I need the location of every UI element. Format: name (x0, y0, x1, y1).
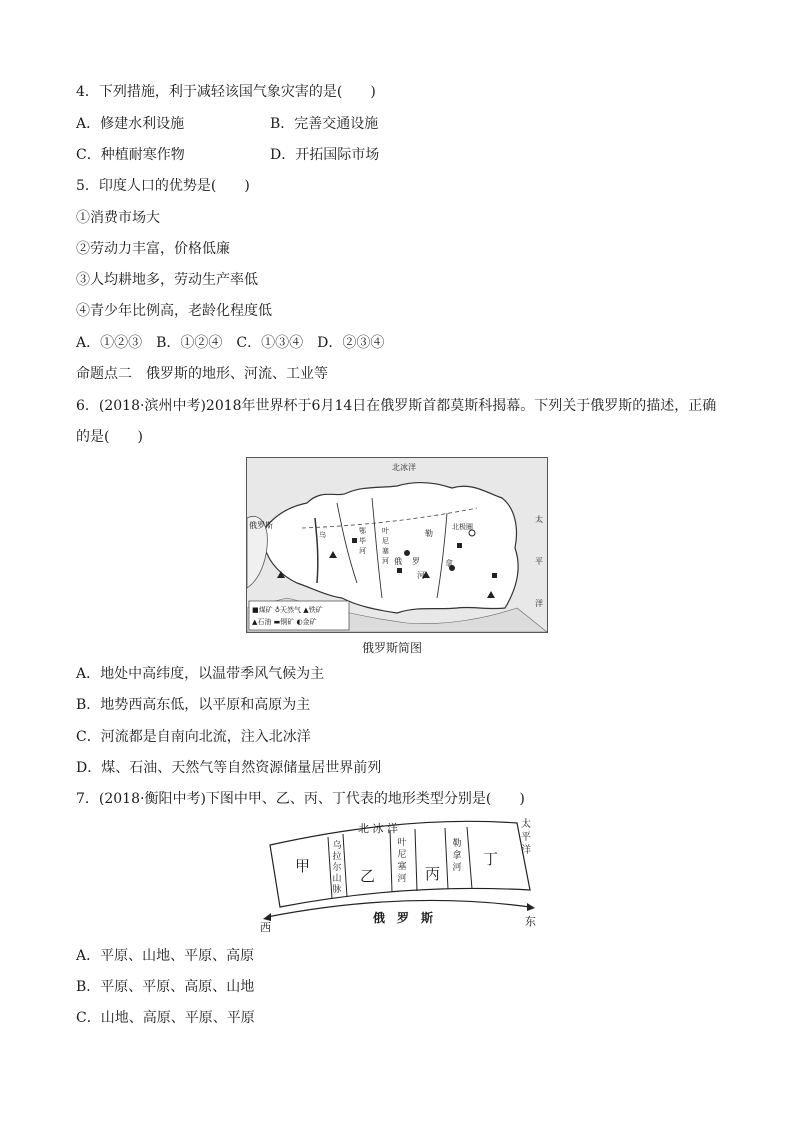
q4-option-b: B．完善交通设施 (270, 116, 379, 132)
diagram-label-arctic: 北 冰 洋 (358, 822, 398, 835)
map-caption: 俄罗斯简图 (362, 641, 423, 655)
q6-option-a: A．地处中高纬度，以温带季风气候为主 (76, 666, 325, 682)
q7-option-a: A．平原、山地、平原、高原 (76, 948, 255, 964)
legend-gas: ♁天然气 (274, 606, 301, 614)
diagram-label-urals: 乌 拉 尔 山 脉 (332, 841, 342, 895)
map-label-yenisei-3: 塞 (382, 547, 389, 555)
map-label-russia: 俄罗斯 (249, 521, 273, 530)
map-label-pacific-3: 洋 (535, 599, 543, 608)
q6-option-c: C．河流都是自南向北流，注入北冰洋 (76, 729, 311, 745)
q5-stem: 5．印度人口的优势是( ) (76, 178, 250, 194)
map-label-yenisei-1: 叶 (382, 527, 389, 535)
legend-coal: ■煤矿 (252, 606, 273, 614)
q5-item-4: ④青少年比例高，老龄化程度低 (76, 303, 272, 319)
russia-map (246, 457, 548, 633)
q4-option-c: C．种植耐寒作物 (76, 147, 185, 163)
diagram-label-bing: 丙 (425, 865, 441, 883)
map-label-arctic: 北冰洋 (392, 463, 416, 472)
q6-option-b: B．地势西高东低，以平原和高原为主 (76, 697, 311, 713)
map-legend (252, 604, 323, 628)
diagram-label-yenisei: 叶 尼 塞 河 (397, 838, 407, 884)
legend-oil: ▲石油 (252, 618, 272, 626)
q4-stem: 4．下列措施，利于减轻该国气象灾害的是( ) (76, 84, 376, 100)
diagram-label-russia: 俄 罗 斯 (373, 911, 434, 925)
terrain-diagram (255, 815, 550, 933)
diagram-label-yi: 乙 (360, 867, 376, 885)
q6-stem-line2: 的是( ) (76, 429, 143, 445)
diagram-label-west: 西 (260, 921, 271, 934)
legend-gold: ◐金矿 (296, 618, 317, 626)
q5-options: A．①②③ B．①②④ C．①③④ D．②③④ (76, 335, 385, 351)
diagram-label-jia: 甲 (295, 857, 311, 875)
q5-item-1: ①消费市场大 (76, 210, 160, 226)
q7-option-c: C．山地、高原、平原、平原 (76, 1010, 255, 1026)
map-label-ob-1: 鄂 (359, 527, 366, 535)
map-label-urals: 乌 (319, 531, 326, 539)
q5-item-2: ②劳动力丰富，价格低廉 (76, 241, 230, 257)
q6-option-d: D．煤、石油、天然气等自然资源储量居世界前列 (76, 760, 382, 776)
map-label-lena-3: 河 (417, 571, 425, 580)
map-label-yenisei-2: 尼 (382, 537, 389, 545)
diagram-label-pacific-3: 洋 (521, 845, 531, 856)
section-heading: 命题点二 俄罗斯的地形、河流、工业等 (76, 366, 328, 382)
diagram-label-lena: 勒 拿 河 (452, 839, 462, 873)
q4-option-d: D．开拓国际市场 (270, 147, 380, 163)
map-label-ob-3: 河 (359, 547, 366, 555)
q6-stem-line1: 6．(2018·滨州中考)2018年世界杯于6月14日在俄罗斯首都莫斯科揭幕。下列关于俄罗斯的描述，正确 (76, 398, 717, 414)
map-label-ob-2: 毕 (359, 537, 366, 545)
legend-copper: ▬铜矿 (273, 618, 295, 626)
q5-item-3: ③人均耕地多，劳动生产率低 (76, 272, 258, 288)
diagram-label-pacific-1: 太 (521, 819, 531, 830)
legend-iron: ▲铁矿 (303, 606, 323, 614)
q4-option-a: A．修建水利设施 (76, 116, 185, 132)
map-label-pacific-1: 太 (535, 515, 543, 524)
map-label-country-1: 俄 (394, 557, 402, 566)
diagram-label-ding: 丁 (483, 850, 499, 868)
diagram-label-pacific-2: 平 (521, 832, 531, 843)
map-label-lena-2: 拿 (445, 559, 453, 568)
map-label-yenisei-4: 河 (382, 557, 389, 565)
map-label-lena-1: 勒 (425, 529, 433, 538)
map-label-pacific-2: 平 (535, 557, 543, 566)
map-label-country-2: 罗 (412, 557, 420, 566)
map-label-arctic-circle: 北极圈 (452, 523, 473, 531)
q7-option-b: B．平原、平原、高原、山地 (76, 979, 255, 995)
diagram-label-east: 东 (525, 915, 536, 928)
q7-stem: 7．(2018·衡阳中考)下图中甲、乙、丙、丁代表的地形类型分别是( ) (76, 791, 525, 807)
